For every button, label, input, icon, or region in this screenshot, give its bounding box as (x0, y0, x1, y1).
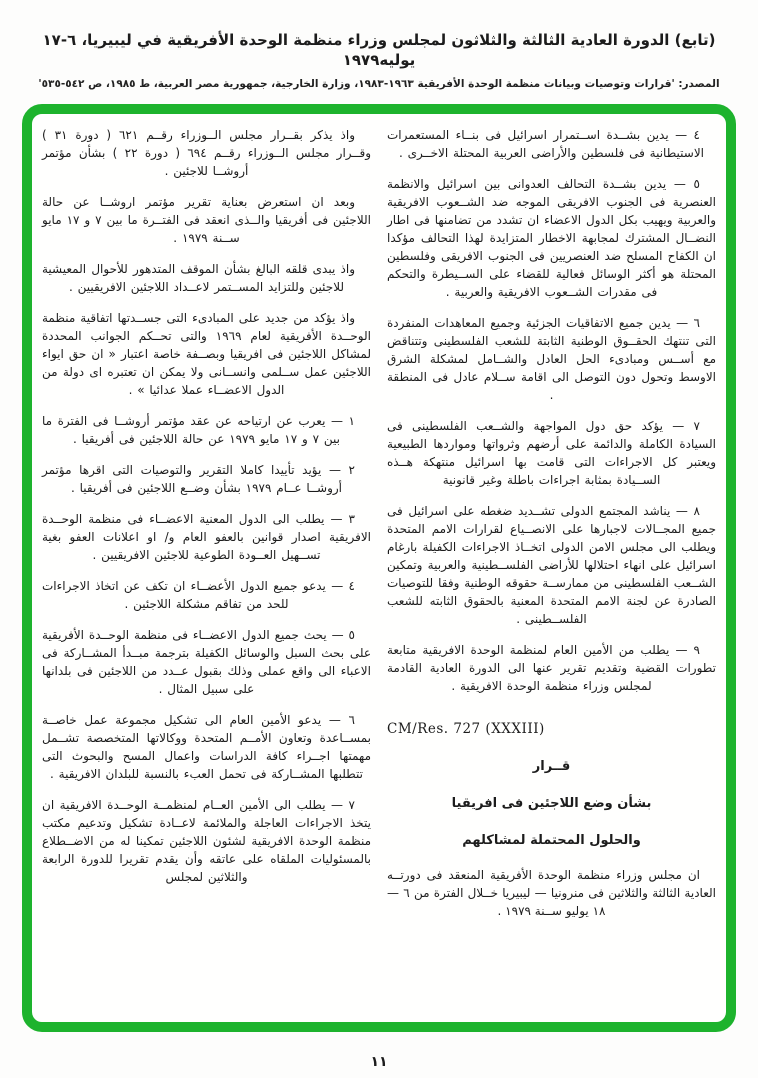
paragraph: ٤ — يدعو جميع الدول الأعضــاء ان تكف عن اتخاذ الاجراءات للحد من تفاقم مشكلة اللاجئين . (42, 579, 355, 611)
resolution-heading: قــرار (532, 759, 571, 774)
paragraph: ٧ — يطلب الى الأمين العــام لمنظمــة الوحــدة الافريقية ان يتخذ الاجراءات العاجلة والملائمة لاعــادة تشكيل وتدعيم مكتب منظمة الوحدة الافريقية لشئون اللاجئين تمكينا له من الاضــطلاع بالمسئوليات الملقاه على عاتقه وأن يقدم تقريرا للدورة الرابعة والثلاثين لمجلس (42, 798, 371, 884)
paragraph: وبعد ان استعرض بعناية تقرير مؤتمر اروشــا عن حالة اللاجئين فى أفريقيا والــذى انعقد فى الفتــرة ما بين ٧ و ١٧ مايو ســنة ١٩٧٩ . (42, 195, 371, 245)
paragraph: ٥ — يدين بشــدة التحالف العدوانى بين اسرائيل والانظمة العنصرية فى الجنوب الافريقى الموجه ضد الشــعوب الافريقية والعربية ويهيب بكل الدول الاعضاء ان تشدد من تضامنها فى اطار النضــال المشترك لمجابهة الاخطار المتزايدة لهذا التحالف مؤكدا ان الكفاح المسلح ضد العنصريين فى الجنوب الافريقى وفلسطين المحتلة هو أكثر الوسائل فعالية للقضاء على الســيطرة والتحكم فى مقدرات الشــعوب الافريقية والعربية . (387, 177, 716, 299)
resolution-subject-2: والحلول المحتملة لمشاكلهم (462, 833, 641, 848)
paragraph: ٩ — يطلب من الأمين العام لمنظمة الوحدة الافريقية متابعة تطورات القضية وتقديم تقرير عنها الى الدورة العادية القادمة لمجلس وزراء منظمة الوحدة الافريقية . (387, 643, 716, 693)
paragraph: ٢ — يؤيد تأييدا كاملا التقرير والتوصيات التى اقرها مؤتمر أروشــا عــام ١٩٧٩ بشأن وضــع اللاجئين فى أفريقيا . (42, 463, 355, 495)
paragraph: ٧ — يؤكد حق دول المواجهة والشــعب الفلسطينى فى السيادة الكاملة والدائمة على أرضهم وثرواتها ومواردها الطبيعية ويعتبر كل الاجراءات التى قامت بها اسرائيل منتهكة هــذه الســيادة بمثابة اجراءات باطلة وغير قانونية (387, 419, 716, 487)
resolution-reference: CM/Res. 727 (XXXIII) (387, 721, 545, 737)
paragraph: ٦ — يدعو الأمين العام الى تشكيل مجموعة عمل خاصــة بمســاعدة وتعاون الأمــم المتحدة ووكالاتها المتخصصة تشــمل مهمتها اجــراء كافة الدراسات واعمال المسح والبحوث التى تتطلبها المشــاركة فى تحمل العبء بالنسبة للبلدان الافريقية . (42, 713, 371, 781)
paragraph: ١ — يعرب عن ارتياحه عن عقد مؤتمر أروشــا فى الفترة ما بين ٧ و ١٧ مايو ١٩٧٩ عن حالة اللاجئين فى أفريقيا . (42, 414, 355, 446)
resolution-subject: بشأن وضع اللاجئين فى افريقيا (451, 796, 652, 811)
paragraph: واذ يذكر بقــرار مجلس الــوزراء رقــم ٦٢١ ( دورة ٣١ ) وقــرار مجلس الــوزراء رقــم ٦٩٤ ( دورة ٢٢ ) بشأن مؤتمر أروشــا للاجئين . (42, 128, 371, 178)
two-column-layout (42, 126, 716, 1010)
column-left (42, 126, 371, 1010)
session-title: (تابع) الدورة العادية الثالثة والثلاثون لمجلس وزراء منظمة الوحدة الأفريقية في ليبيريا، ٦-١٧ يوليه١٩٧٩ (42, 31, 716, 70)
paragraph: ٥ — يحث جميع الدول الاعضــاء فى منظمة الوحــدة الأفريقية على بحث السبل والوسائل الكفيلة بترجمة مبــدأ المشــاركة فى الاعباء الى واقع عملى وذلك بقبول عــدد من اللاجئين فى بلدانها على سبيل المثال . (42, 628, 371, 696)
paragraph: واذ يؤكد من جديد على المبادىء التى جســدتها اتفاقية منظمة الوحــدة الأفريقية لعام ١٩٦٩ والتى تحــكم الجوانب المحددة لمشاكل اللاجئين فى افريقيا وبصــفة خاصة اعتبار « ان حق ايواء اللاجئين عمل ســلمى وانســانى ولا يمكن ان تعتبره اى دولة من الدول الاعضــاء عملا عدائيا » . (42, 311, 371, 397)
green-border-frame (22, 104, 736, 1032)
source-line: المصدر: 'قرارات وتوصيات وبيانات منظمة الوحدة الأفريقية ١٩٦٣-١٩٨٣، وزارة الخارجية، جمهورية مصر العربية، ط ١٩٨٥، ص ٥٤٢-٥٣٥' (38, 77, 720, 90)
paragraph: ٦ — يدين جميع الاتفاقيات الجزئية وجميع المعاهدات المنفردة التى تنتهك الحقــوق الوطنية الثابتة للشعب الفلسطينى وتتناقض مع أســس ومبادىء الحل العادل والشــامل لمشكلة الشرق الاوسط وتحول دون التوصل الى اقامة ســلام عادل فى المنطقة . (387, 316, 716, 402)
page-number: ١١ (370, 1054, 388, 1070)
column-right (387, 126, 716, 1010)
paragraph: ٣ — يطلب الى الدول المعنية الاعضــاء فى منظمة الوحــدة الافريقية اصدار قوانين بالعفو العام و/ او اعلانات العفو بغية تســهيل العــودة الطوعية للاجئين الافريقيين . (42, 512, 371, 562)
paragraph: ان مجلس وزراء منظمة الوحدة الأفريقية المنعقد فى دورتــه العادية الثالثة والثلاثين فى منرونيا — ليبيريا خــلال الفترة من ٦ — ١٨ يوليو ســنة ١٩٧٩ . (387, 868, 716, 918)
page-header (0, 30, 758, 90)
paragraph: ٤ — يدين بشــدة اســتمرار اسرائيل فى بنــاء المستعمرات الاستيطانية فى فلسطين والأراضى العربية المحتلة الاخــرى . (387, 128, 705, 160)
paragraph: ٨ — يناشد المجتمع الدولى تشــديد ضغطه على اسرائيل فى جميع المجــالات لاجبارها على الانصــياع لقرارات الامم المتحدة ويطلب الى مجلس الامن الدولى اتخــاذ الاجراءات الكفيلة بارغام اسرائيل على انهاء احتلالها للأراضى الفلســطينية والعربية وتمكين الشــعب الفلسطينى من ممارســة حقوقه الوطنية وفقا للتوصيات الصادرة عن لجنة الامم المتحدة المعنية بالحقوق الثابته للشعب الفلســطينى . (387, 504, 716, 626)
paragraph: واذ يبدى قلقه البالغ بشأن الموقف المتدهور للأحوال المعيشية للاجئين وللتزايد المســتمر لاعــداد اللاجئين الافريقيين . (42, 262, 355, 294)
